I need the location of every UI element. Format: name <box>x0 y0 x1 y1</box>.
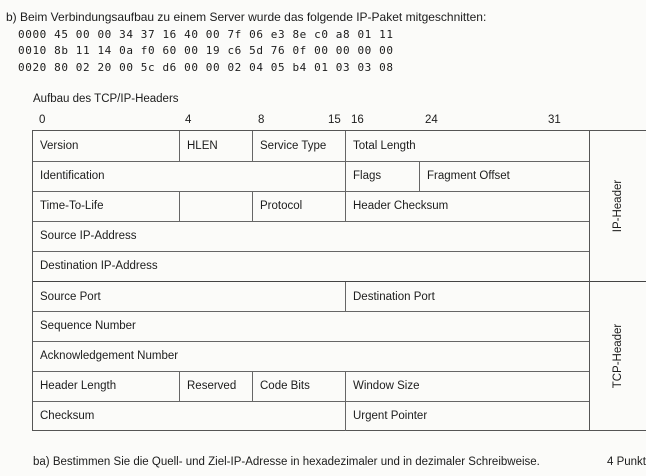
bit-label: 31 <box>548 114 561 126</box>
cell-code-bits: Code Bits <box>252 371 345 401</box>
cell-source-port: Source Port <box>40 290 101 303</box>
cell-sequence-number: Sequence Number <box>40 320 136 332</box>
cell-source-ip: Source IP-Address <box>40 230 137 242</box>
header-table <box>32 130 590 431</box>
cell-destination-ip: Destination IP-Address <box>40 260 158 272</box>
cell-version: Version <box>40 140 79 152</box>
cell-checksum: Checksum <box>40 410 95 422</box>
table-row <box>33 251 589 282</box>
cell-header-length: Header Length <box>40 380 117 392</box>
table-title: Aufbau des TCP/IP-Headers <box>33 93 179 105</box>
table-row <box>33 401 589 431</box>
cell-reserved: Reserved <box>179 371 252 401</box>
tcp-header-label: TCP-Header <box>612 323 624 388</box>
cell-identification: Identification <box>40 170 105 182</box>
bit-label: 4 <box>185 114 192 126</box>
cell-destination-port: Destination Port <box>345 282 589 311</box>
cell-hlen: HLEN <box>179 131 252 161</box>
ip-header-section <box>590 131 646 282</box>
cell-urgent-pointer: Urgent Pointer <box>345 401 589 431</box>
cell-fragment-offset: Fragment Offset <box>419 161 589 191</box>
hex-line: 0010 8b 11 14 0a f0 60 00 19 c6 5d 76 0f 00 00 00 00 <box>18 44 394 57</box>
table-row <box>33 131 589 162</box>
cell-acknowledgement-number: Acknowledgement Number <box>40 350 179 362</box>
tcp-header-section <box>590 281 646 430</box>
cell-time-to-life: Time-To-Life <box>40 200 104 212</box>
cell-protocol: Protocol <box>252 191 345 221</box>
cell-header-checksum: Header Checksum <box>345 191 589 221</box>
task-intro: b) Beim Verbindungsaufbau zu einem Server wurde das folgende IP-Paket mitgeschnitten: <box>6 10 487 24</box>
table-row <box>33 282 589 312</box>
ip-header-label: IP-Header <box>612 179 624 233</box>
cell-window-size: Window Size <box>345 371 589 401</box>
bit-label: 24 <box>425 114 438 126</box>
side-labels <box>589 130 646 431</box>
table-row <box>33 191 589 222</box>
hex-line: 0000 45 00 00 34 37 16 40 00 7f 06 e3 8e c0 a8 01 11 <box>18 28 394 41</box>
cell-flags: Flags <box>345 161 419 191</box>
bit-label: 8 <box>258 114 265 126</box>
cell-empty <box>179 191 252 221</box>
cell-total-length: Total Length <box>345 131 589 161</box>
table-row <box>33 161 589 192</box>
points-label: 4 Punkt <box>607 456 646 468</box>
table-row <box>33 341 589 372</box>
hex-line: 0020 80 02 20 00 5c d6 00 00 02 04 05 b4 01 03 03 08 <box>18 61 394 74</box>
cell-service-type: Service Type <box>252 131 345 161</box>
table-row <box>33 371 589 402</box>
table-row <box>33 221 589 252</box>
bit-label: 15 <box>328 114 341 126</box>
table-row <box>33 311 589 342</box>
question-ba: ba) Bestimmen Sie die Quell- und Ziel-IP-Adresse in hexadezimaler und in dezimaler Schreibweise. <box>33 456 540 468</box>
bit-label: 16 <box>351 114 364 126</box>
bit-label: 0 <box>39 114 46 126</box>
